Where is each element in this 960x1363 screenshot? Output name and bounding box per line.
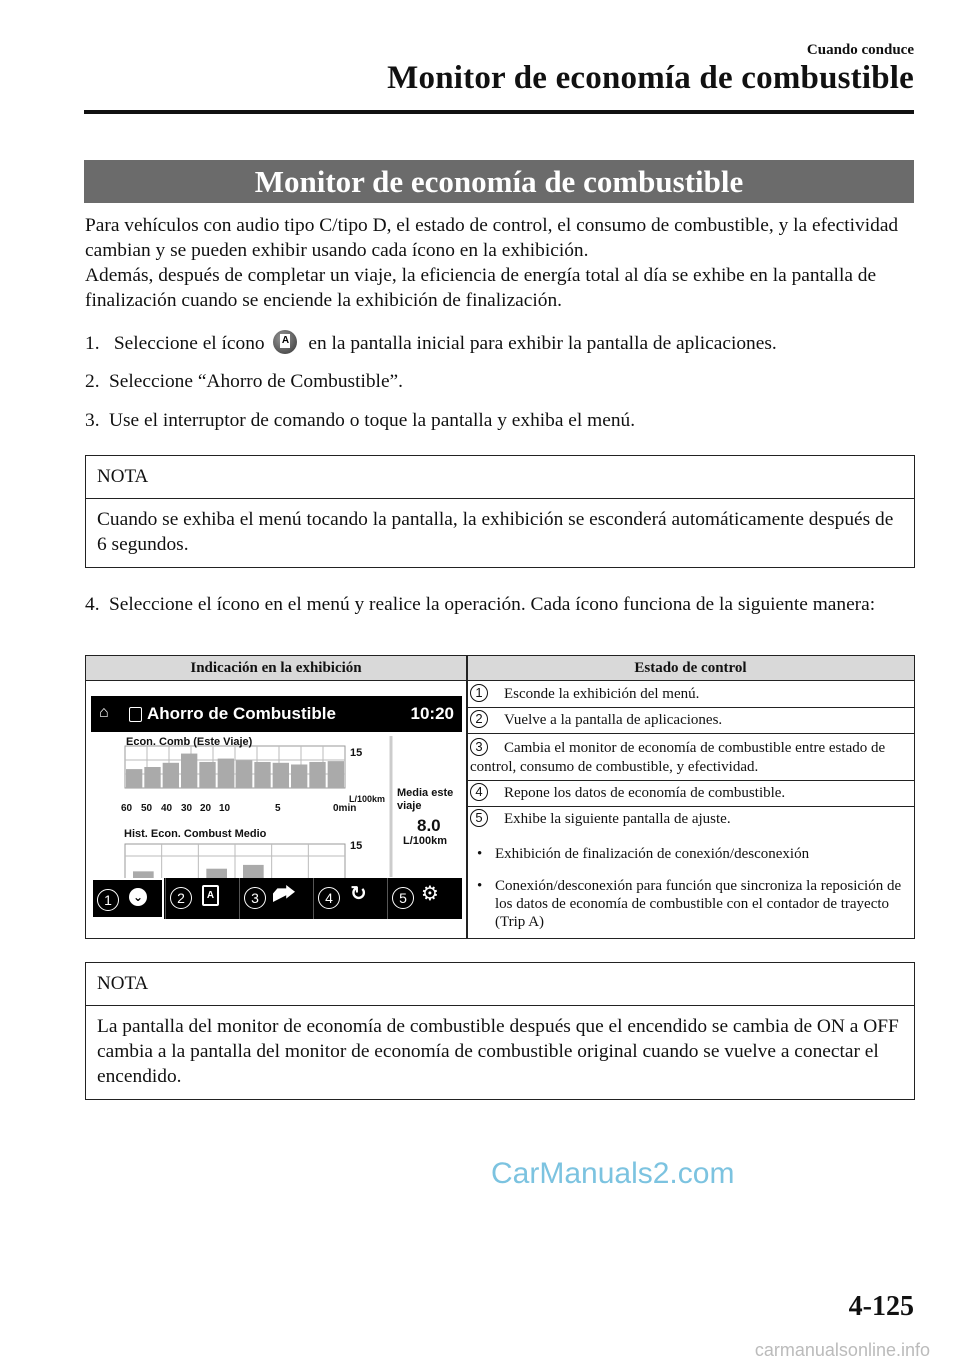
x-tick-label: 5 <box>275 803 281 814</box>
trip-bar <box>163 763 179 788</box>
table-row <box>467 780 914 806</box>
step-text-pre: Seleccione el ícono <box>113 333 265 354</box>
applications-icon <box>273 330 297 354</box>
intro-paragraph-2: Además, después de completar un viaje, la eficiencia de energía total al día se exhibe en la pantalla de finalización cuando se enciende la exhibición de finalización. <box>85 265 877 311</box>
function-table <box>85 655 915 939</box>
bullet-icon: • <box>477 878 483 894</box>
step-number: 3. <box>85 410 100 431</box>
page-title: Monitor de economía de combustible <box>387 60 914 96</box>
trip-bar <box>218 759 234 788</box>
bullet-item: • Exhibición de finalización de conexión/desconexión <box>477 846 810 862</box>
step-2 <box>85 369 915 394</box>
section-banner: Monitor de economía de combustible <box>84 160 914 203</box>
hist-y-max-label: 15 <box>350 840 363 852</box>
x-tick-label: 10 <box>219 803 231 814</box>
row-text: Cambia el monitor de economía de combustible entre estado de control, consumo de combustible, y efectividad. <box>470 740 886 775</box>
row-text: Vuelve a la pantalla de aplicaciones. <box>504 712 723 728</box>
x-tick-label: 40 <box>161 803 173 814</box>
note-body: La pantalla del monitor de economía de combustible después que el encendido se cambia de ON a OFF cambia a la pantalla del monitor de economía de combustible original cuando se vuelve a conectar el encendido. <box>97 1016 899 1087</box>
step-3 <box>85 408 915 433</box>
site-watermark: CarManuals2.com <box>491 1157 735 1190</box>
chart-title: Econ. Comb (Este Viaje) <box>126 736 253 748</box>
home-icon[interactable]: ⌂ <box>99 704 109 721</box>
trip-bar <box>199 762 215 788</box>
callout-1: 1 <box>97 889 119 911</box>
callout-4: 4 <box>318 887 340 909</box>
trip-bar <box>328 761 344 788</box>
number-5-icon: 5 <box>470 809 488 827</box>
x-tick-label: 20 <box>200 803 212 814</box>
screen-title-bar <box>91 696 462 732</box>
number-4-icon: 4 <box>470 783 488 801</box>
menu-applications-button[interactable] <box>165 878 240 919</box>
trip-bar <box>309 762 325 788</box>
average-label-1: Media este <box>397 787 454 799</box>
step-number: 1. <box>85 333 100 354</box>
trip-bar <box>181 754 197 788</box>
history-title: Hist. Econ. Combust Medio <box>124 828 267 840</box>
row-text: Exhibe la siguiente pantalla de ajuste. <box>504 811 731 827</box>
menu-switch-view-button[interactable] <box>239 878 314 919</box>
note-title: NOTA <box>86 963 914 1006</box>
step-text: Seleccione “Ahorro de Combustible”. <box>109 371 404 392</box>
trip-bar <box>144 767 160 788</box>
fuel-app-icon <box>129 707 142 722</box>
trip-bar <box>236 760 252 788</box>
step-text: Use el interruptor de comando o toque la pantalla y exhiba el menú. <box>109 410 636 431</box>
fuel-economy-screen <box>91 696 462 919</box>
chevron-down-icon: ⌄ <box>129 888 147 906</box>
x-tick-label: 30 <box>181 803 193 814</box>
number-2-icon: 2 <box>470 710 488 728</box>
section-header: Cuando conduce <box>806 42 914 58</box>
reset-icon: ↻ <box>350 881 367 905</box>
table-header-status: Estado de control <box>467 656 914 681</box>
trip-bar <box>254 762 270 788</box>
table-row <box>467 707 914 733</box>
trip-bar <box>291 764 307 788</box>
note-body: Cuando se exhiba el menú tocando la pantalla, la exhibición se esconderá automáticamente después de 6 segundos. <box>97 509 894 555</box>
x-tick-label: 50 <box>141 803 153 814</box>
step-number: 4. <box>85 594 100 615</box>
bullet-icon: • <box>477 846 483 862</box>
switch-view-icon <box>273 885 295 902</box>
x-tick-label: 60 <box>121 803 133 814</box>
trip-bar <box>126 769 142 788</box>
step-text-post: en la pantalla inicial para exhibir la pantalla de aplicaciones. <box>308 333 777 354</box>
average-unit: L/100km <box>403 835 448 847</box>
number-1-icon: 1 <box>470 684 488 702</box>
menu-settings-button[interactable] <box>387 878 463 919</box>
unit-label: L/100km <box>349 794 386 804</box>
screen-clock: 10:20 <box>410 704 454 723</box>
row-text: Repone los datos de economía de combustible. <box>504 785 786 801</box>
step-number: 2. <box>85 371 100 392</box>
header-rule <box>84 110 914 114</box>
note-title: NOTA <box>86 456 914 499</box>
screen-menu-bar <box>91 878 462 919</box>
table-row <box>467 806 914 937</box>
table-header-display: Indicación en la exhibición <box>86 656 466 681</box>
y-max-label: 15 <box>350 747 363 759</box>
row-text: Esconde la exhibición del menú. <box>504 686 700 702</box>
menu-hide-button[interactable] <box>91 878 164 919</box>
step-1 <box>85 330 915 356</box>
gear-icon: ⚙ <box>421 881 439 905</box>
page-number: 4-125 <box>848 1291 914 1322</box>
callout-3: 3 <box>244 887 266 909</box>
number-3-icon: 3 <box>470 738 488 756</box>
screen-content <box>91 732 462 882</box>
intro-paragraph-1: Para vehículos con audio tipo C/tipo D, el estado de control, el consumo de combustible, y la efectividad cambian y se pueden exhibir usando cada ícono en la exhibición. <box>85 215 899 261</box>
x-tick-label: 0min <box>333 803 357 814</box>
applications-icon: A <box>202 885 219 906</box>
average-label-2: viaje <box>397 800 422 812</box>
table-row <box>467 733 914 779</box>
screen-title: Ahorro de Combustible <box>147 704 336 723</box>
table-row <box>467 682 914 706</box>
average-value: 8.0 <box>417 816 441 835</box>
step-text: Seleccione el ícono en el menú y realice la operación. Cada ícono funciona de la siguiente manera: <box>109 594 876 615</box>
callout-2: 2 <box>170 887 192 909</box>
bullet-item: • Conexión/desconexión para función que sincroniza la reposición de los datos de economía de combustible con el contador de trayecto (Trip A) <box>477 878 902 930</box>
note-box-2 <box>85 962 915 1100</box>
trip-bar <box>273 763 289 788</box>
note-box-1 <box>85 455 915 568</box>
footer-watermark: carmanualsonline.info <box>754 1340 930 1360</box>
callout-5: 5 <box>392 887 414 909</box>
menu-reset-button[interactable] <box>313 878 388 919</box>
step-4 <box>85 592 915 617</box>
